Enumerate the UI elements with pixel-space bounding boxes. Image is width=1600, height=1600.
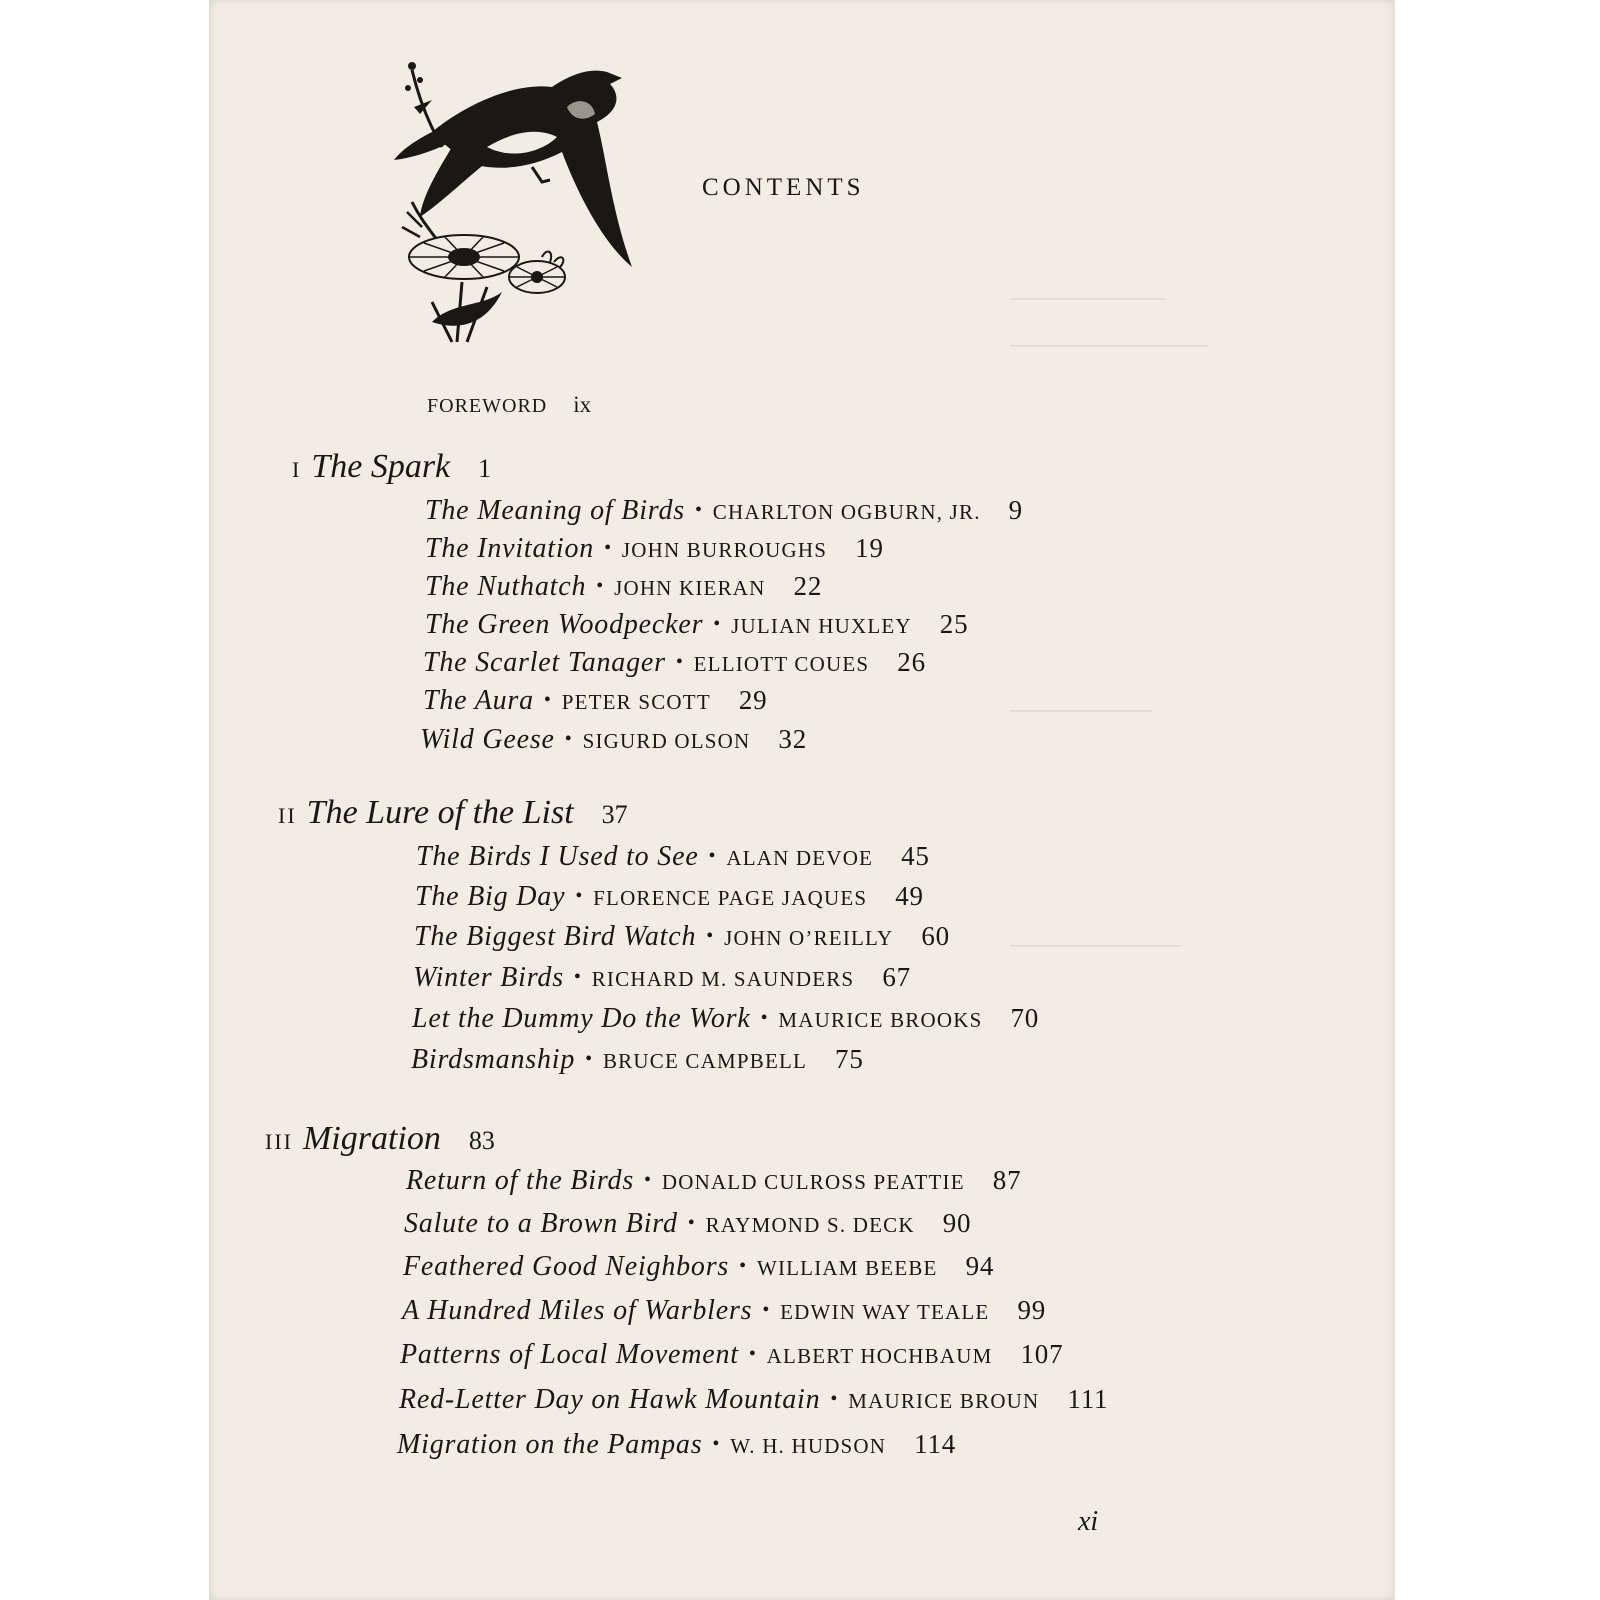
toc-entry[interactable]: [402, 1295, 1046, 1327]
bullet-separator: •: [575, 885, 584, 907]
part-page: 37: [601, 800, 628, 829]
entry-title: Migration on the Pampas: [397, 1429, 703, 1460]
part-numeral: II: [278, 803, 297, 828]
entry-page: 26: [897, 647, 926, 677]
toc-entry[interactable]: [413, 962, 911, 994]
show-through-text: ───────────: [1010, 288, 1166, 310]
bird-and-daisy-illustration-icon: [392, 52, 652, 352]
entry-title: Birdsmanship: [411, 1044, 576, 1075]
contents-heading: CONTENTS: [702, 174, 865, 201]
entry-author: ALAN DEVOE: [726, 846, 874, 870]
bullet-separator: •: [564, 728, 573, 750]
toc-entry[interactable]: [415, 881, 924, 913]
bullet-separator: •: [748, 1343, 757, 1365]
bullet-separator: •: [708, 845, 717, 867]
entry-author: PETER SCOTT: [561, 690, 711, 714]
toc-entry[interactable]: [425, 609, 968, 641]
toc-entry[interactable]: [420, 724, 807, 756]
background: [1395, 0, 1600, 1600]
entry-author: BRUCE CAMPBELL: [602, 1049, 808, 1073]
entry-title: The Nuthatch: [425, 571, 587, 602]
foreword-page: ix: [573, 392, 592, 417]
entry-title: The Invitation: [425, 533, 595, 564]
entry-title: Red-Letter Day on Hawk Mountain: [399, 1384, 821, 1415]
entry-page: 70: [1010, 1003, 1040, 1033]
foreword-label: FOREWORD: [427, 395, 548, 417]
bullet-separator: •: [687, 1212, 696, 1234]
entry-author: SIGURD OLSON: [582, 729, 751, 753]
foreword-entry[interactable]: [427, 392, 591, 418]
bullet-separator: •: [739, 1255, 747, 1277]
part-title: The Lure of the List: [306, 794, 574, 831]
toc-entry[interactable]: [425, 495, 1023, 527]
toc-entry[interactable]: [425, 571, 822, 603]
toc-entry[interactable]: [404, 1208, 971, 1240]
entry-author: RAYMOND S. DECK: [705, 1213, 915, 1237]
entry-title: The Green Woodpecker: [425, 609, 704, 640]
bullet-separator: •: [762, 1299, 771, 1321]
entry-author: CHARLTON OGBURN, JR.: [712, 500, 981, 524]
part-numeral: I: [292, 457, 302, 482]
toc-entry[interactable]: [412, 1003, 1039, 1035]
toc-entry[interactable]: [406, 1165, 1021, 1197]
entry-title: Wild Geese: [420, 724, 555, 755]
entry-author: RICHARD M. SAUNDERS: [591, 967, 855, 991]
entry-page: 114: [914, 1429, 957, 1459]
toc-entry[interactable]: [416, 841, 930, 873]
entry-page: 107: [1020, 1339, 1064, 1369]
entry-page: 60: [921, 921, 950, 951]
page-number: xi: [1078, 1506, 1099, 1537]
entry-page: 25: [939, 609, 969, 639]
part-title: The Spark: [311, 448, 451, 485]
entry-title: The Aura: [423, 685, 534, 716]
entry-page: 90: [942, 1208, 972, 1238]
entry-author: WILLIAM BEEBE: [756, 1256, 938, 1280]
entry-title: Let the Dummy Do the Work: [412, 1003, 751, 1034]
bullet-separator: •: [694, 499, 703, 521]
entry-page: 49: [895, 881, 924, 911]
bullet-separator: •: [543, 689, 552, 711]
entry-author: JOHN BURROUGHS: [621, 538, 828, 562]
entry-author: JOHN O’REILLY: [724, 926, 894, 950]
entry-author: DONALD CULROSS PEATTIE: [661, 1170, 965, 1194]
entry-page: 22: [793, 571, 823, 601]
entry-title: The Birds I Used to See: [416, 841, 699, 872]
entry-title: Return of the Birds: [406, 1165, 635, 1196]
bullet-separator: •: [573, 966, 582, 988]
part-numeral: III: [265, 1129, 293, 1154]
entry-author: EDWIN WAY TEALE: [780, 1300, 990, 1324]
entry-title: Patterns of Local Movement: [400, 1339, 739, 1370]
entry-author: W. H. HUDSON: [730, 1434, 887, 1458]
bullet-separator: •: [596, 575, 605, 597]
part-heading[interactable]: [278, 794, 628, 832]
bullet-separator: •: [644, 1169, 652, 1191]
show-through-text: ──────────────: [1010, 335, 1209, 357]
part-page: 1: [478, 454, 492, 483]
bullet-separator: •: [675, 651, 684, 673]
entry-title: The Biggest Bird Watch: [414, 921, 697, 952]
bullet-separator: •: [713, 613, 722, 635]
toc-entry[interactable]: [399, 1384, 1108, 1416]
entry-page: 19: [855, 533, 884, 563]
entry-author: ELLIOTT COUES: [693, 652, 870, 676]
bullet-separator: •: [712, 1433, 721, 1455]
entry-author: FLORENCE PAGE JAQUES: [593, 886, 868, 910]
bullet-separator: •: [604, 537, 612, 559]
entry-title: A Hundred Miles of Warblers: [402, 1295, 753, 1326]
toc-entry[interactable]: [425, 533, 884, 565]
toc-entry[interactable]: [397, 1429, 956, 1461]
bullet-separator: •: [706, 925, 715, 947]
entry-page: 32: [778, 724, 808, 754]
entry-page: 45: [901, 841, 930, 871]
toc-entry[interactable]: [423, 647, 926, 679]
entry-page: 9: [1008, 495, 1023, 525]
entry-page: 111: [1067, 1384, 1109, 1414]
entry-title: Feathered Good Neighbors: [403, 1251, 730, 1282]
show-through-text: ────────────: [1010, 935, 1181, 957]
part-title: Migration: [302, 1120, 441, 1157]
entry-title: The Scarlet Tanager: [423, 647, 666, 678]
entry-author: ALBERT HOCHBAUM: [766, 1344, 993, 1368]
show-through-text: ──────────: [1010, 700, 1152, 722]
part-heading[interactable]: [265, 1120, 495, 1158]
entry-author: JOHN KIERAN: [614, 576, 766, 600]
bullet-separator: •: [830, 1388, 839, 1410]
entry-title: Salute to a Brown Bird: [404, 1208, 678, 1239]
toc-entry[interactable]: [403, 1251, 994, 1283]
toc-entry[interactable]: [400, 1339, 1063, 1371]
toc-entry[interactable]: [414, 921, 950, 953]
bullet-separator: •: [585, 1048, 593, 1070]
bullet-separator: •: [760, 1007, 769, 1029]
entry-title: Winter Birds: [413, 962, 564, 993]
part-page: 83: [468, 1126, 495, 1155]
entry-page: 99: [1017, 1295, 1047, 1325]
entry-author: MAURICE BROUN: [848, 1389, 1040, 1413]
toc-entry[interactable]: [411, 1044, 864, 1076]
entry-page: 94: [965, 1251, 995, 1281]
entry-title: The Meaning of Birds: [425, 495, 685, 526]
entry-page: 29: [738, 685, 768, 715]
entry-page: 67: [882, 962, 911, 992]
entry-author: MAURICE BROOKS: [778, 1008, 983, 1032]
entry-title: The Big Day: [415, 881, 566, 912]
entry-author: JULIAN HUXLEY: [731, 614, 912, 638]
toc-entry[interactable]: [423, 685, 767, 717]
part-heading[interactable]: [292, 448, 491, 486]
entry-page: 75: [835, 1044, 864, 1074]
entry-page: 87: [992, 1165, 1022, 1195]
